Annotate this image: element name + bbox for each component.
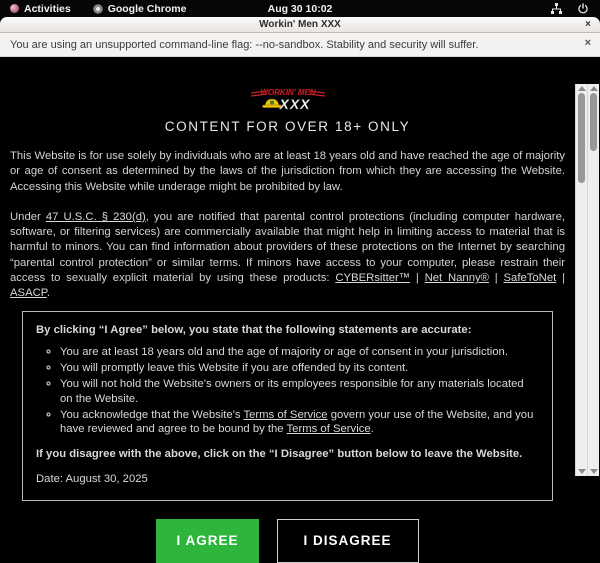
p2-end: . (46, 287, 50, 300)
logo-brand-text: WORKIN' MEN (259, 88, 316, 97)
site-logo (243, 84, 333, 112)
tos-end: . (370, 423, 374, 436)
agreement-list (36, 345, 539, 437)
app-menu-button[interactable] (93, 3, 187, 15)
agreement-item: ◦ You are at least 18 years old and the age of majority or age of consent in your jurisdiction. (60, 345, 539, 360)
page-content (0, 84, 600, 548)
p2-body: , you are notified that parental control protections (including computer hardware, software, or filtering services) are commercially available that might help in limiting access to material that is harmful to minors. You can find information about providers of these protections on the Internet by searching “parental control protection” or similar terms. If minors have access to your computer, please restrain their access to sexually explicit material by using these products: (10, 210, 565, 285)
i-agree-button[interactable]: I AGREE (156, 519, 258, 563)
scrollbar-rail (575, 84, 600, 476)
agreement-item: ◦ You will promptly leave this Website if you are offended by its content. (60, 361, 539, 376)
scroll-up-arrow-icon[interactable] (590, 86, 598, 91)
tos-mid: govern your use of the Website, and you have reviewed and agree to be bound by the (60, 408, 534, 436)
safetonet-link[interactable]: SafeToNet (503, 272, 557, 285)
terms-of-service-link[interactable]: Terms of Service (243, 408, 328, 421)
asacp-link[interactable]: ASACP (10, 287, 47, 300)
agreement-intro: By clicking “I Agree” below, you state that the following statements are accurate: (36, 323, 472, 336)
power-icon[interactable] (577, 3, 590, 15)
app-menu-label: Google Chrome (107, 2, 187, 15)
activities-button[interactable] (10, 3, 71, 15)
link-separator: | (556, 272, 566, 285)
scroll-down-arrow-icon[interactable] (578, 469, 586, 474)
agreement-item: ◦ You will not hold the Website's owners or its employees responsible for any materials located on the Website. (60, 377, 539, 407)
tos-lead: You acknowledge that the Website's (60, 408, 244, 421)
netnanny-link[interactable]: Net Nanny® (424, 272, 489, 285)
agreement-date: Date: August 30, 2025 (36, 473, 148, 486)
infobar-close-icon[interactable]: × (584, 37, 591, 49)
infobar-message: You are using an unsupported command-line flag: --no-sandbox. Stability and security will suffer. (10, 38, 479, 51)
cybersitter-link[interactable]: CYBERsitter™ (335, 272, 411, 285)
i-disagree-button[interactable]: I DISAGREE (277, 519, 419, 563)
clock[interactable]: Aug 30 10:02 (267, 2, 333, 15)
disagree-note: If you disagree with the above, click on the “I Disagree” button below to leave the Website. (36, 448, 523, 461)
outer-scrollbar[interactable] (587, 84, 599, 476)
consent-buttons (10, 519, 565, 563)
window-close-icon[interactable]: × (585, 19, 591, 30)
age-statement-paragraph: This Website is for use solely by individuals who are at least 18 years old and have reached the age of majority or age of consent as determined by the laws of the jurisdiction from which they are accessing the Website. Accessing this Website while underage might be prohibited by law. (10, 150, 565, 193)
gnome-top-bar (0, 0, 600, 17)
usc-230d-link[interactable]: 47 U.S.C. § 230(d) (45, 210, 146, 223)
window-title: Workin' Men XXX (259, 19, 341, 30)
inner-scrollbar-thumb[interactable] (578, 93, 585, 183)
page-title: CONTENT FOR OVER 18+ ONLY (164, 119, 411, 134)
p2-lead: Under (10, 210, 46, 223)
link-separator: | (488, 272, 504, 285)
inner-scrollbar[interactable] (575, 84, 587, 476)
window-titlebar[interactable] (0, 17, 600, 33)
logo-xxx-text: XXX (278, 96, 311, 112)
link-separator: | (410, 272, 425, 285)
outer-scrollbar-thumb[interactable] (590, 93, 597, 151)
parental-control-paragraph (10, 210, 565, 302)
scroll-down-arrow-icon[interactable] (590, 469, 598, 474)
agreement-item-tos (60, 408, 539, 438)
scroll-up-arrow-icon[interactable] (578, 86, 586, 91)
terms-of-service-link[interactable]: Terms of Service (286, 423, 371, 436)
chrome-infobar (0, 33, 600, 57)
activities-label: Activities (24, 2, 71, 15)
agreement-box (22, 311, 553, 501)
recording-dot-icon (10, 4, 19, 13)
network-icon[interactable] (550, 3, 563, 15)
chrome-icon (93, 4, 103, 14)
